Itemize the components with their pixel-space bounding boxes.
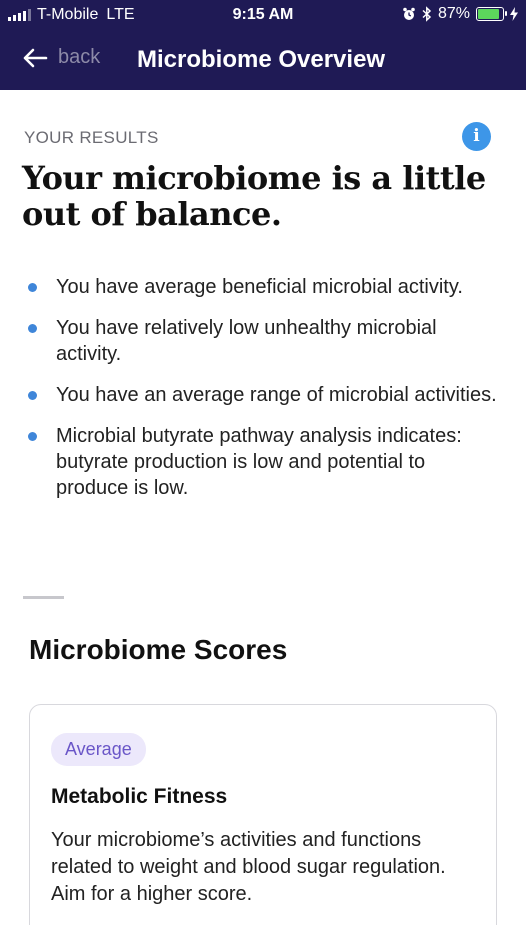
carrier-name: T-Mobile: [37, 6, 99, 23]
score-card-title: Metabolic Fitness: [51, 785, 228, 808]
info-icon: i: [473, 126, 480, 146]
battery-icon: [476, 7, 504, 21]
results-eyebrow: YOUR RESULTS: [24, 128, 159, 147]
back-label: back: [58, 46, 101, 68]
list-item-text: You have average beneficial microbial activity.: [56, 276, 463, 298]
status-bar: [0, 0, 526, 32]
section-divider: [23, 596, 64, 599]
results-headline: Your microbiome is a little out of balance.: [22, 159, 486, 233]
status-time: 9:15 AM: [232, 6, 294, 23]
status-bar-right: [402, 5, 518, 23]
list-item: [28, 274, 498, 300]
battery-percent: 87%: [437, 5, 470, 22]
list-item: [28, 423, 498, 501]
back-button[interactable]: [22, 46, 100, 69]
nav-bar: [0, 32, 526, 90]
page-title: Microbiome Overview: [137, 46, 386, 73]
list-item: [28, 382, 498, 408]
bluetooth-icon: [422, 6, 432, 22]
network-type: LTE: [106, 6, 135, 23]
scores-section-title: Microbiome Scores: [29, 634, 288, 665]
charging-icon: [510, 7, 518, 21]
list-item-text: You have relatively low unhealthy microbial activity.: [56, 317, 437, 365]
list-item-text: You have an average range of microbial activities.: [56, 384, 497, 406]
arrow-left-icon: [22, 47, 48, 69]
score-card-description: Your microbiome’s activities and functions related to weight and blood sugar regulation. Aim for a higher score.: [51, 829, 446, 905]
bullet-dot-icon: [28, 324, 37, 333]
list-item-text: Microbial butyrate pathway analysis indicates: butyrate production is low and potential to produce is low.: [56, 425, 462, 499]
score-status-badge: Average: [51, 733, 146, 766]
results-bullet-list: [28, 274, 498, 516]
alarm-icon: [402, 7, 416, 21]
bullet-dot-icon: [28, 432, 37, 441]
info-button[interactable]: [462, 122, 491, 151]
bullet-dot-icon: [28, 391, 37, 400]
battery-fill: [478, 9, 499, 19]
score-card-metabolic-fitness[interactable]: [29, 704, 497, 925]
list-item: [28, 315, 498, 367]
bullet-dot-icon: [28, 283, 37, 292]
